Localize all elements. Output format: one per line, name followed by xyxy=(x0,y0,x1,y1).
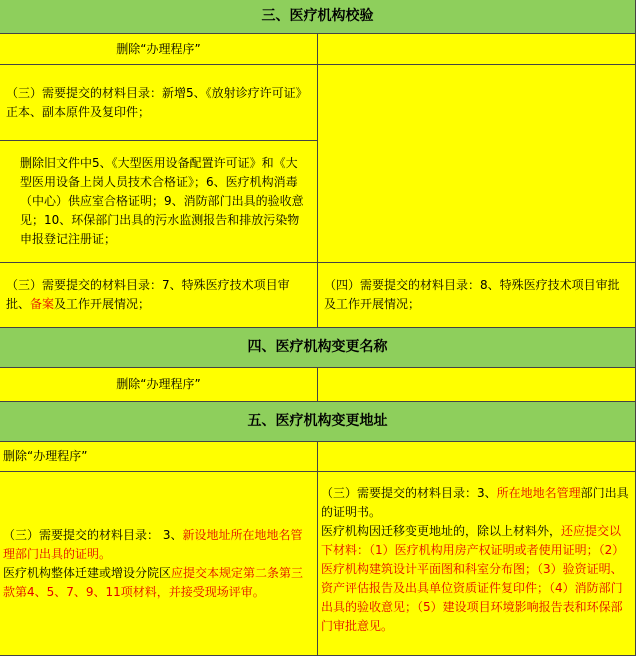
s4-empty-cell[interactable] xyxy=(318,368,636,402)
s5-right-materials-cell[interactable] xyxy=(318,472,636,656)
s3-empty-cell[interactable] xyxy=(318,34,636,65)
section-header-5 xyxy=(0,402,636,442)
materials-intro-text: （三）需要提交的材料目录：新增5、《放射诊疗许可证》正本、副本原件及复印件； xyxy=(6,85,308,119)
s4-delete-procedure-cell[interactable] xyxy=(0,368,318,402)
delete-procedure-text: 删除“办理程序” xyxy=(3,449,88,463)
s3-merged-empty-cell[interactable] xyxy=(318,65,636,263)
s3-delete-procedure-cell[interactable] xyxy=(0,34,318,65)
s3-deleted-old-cell[interactable] xyxy=(0,141,318,263)
deleted-old-text: 删除旧文件中5、《大型医用设备配置许可证》和《大型医用设备上岗人员技术合格证》；6、医疗机构消毒（中心）供应室合格证明；9、消防部门出具的验收意见；10、环保部门出具的污水监测报告和排放污染物申报登记注册证； xyxy=(20,156,304,246)
delete-procedure-text: 删除“办理程序” xyxy=(116,41,201,56)
section-title: 三、医疗机构校验 xyxy=(261,8,374,24)
right-materials-text: （四）需要提交的材料目录：8、特殊医疗技术项目审批及工作开展情况； xyxy=(324,278,620,311)
s5-empty-cell[interactable] xyxy=(318,442,636,472)
section-header-4 xyxy=(0,328,636,368)
delete-procedure-text: 删除“办理程序” xyxy=(116,377,201,391)
highlight-text: 备案 xyxy=(30,297,55,311)
s5-left-materials-cell[interactable] xyxy=(0,472,318,656)
right-materials-text: （三）需要提交的材料目录：3、所在地地名管理部门出具的证明书。 医疗机构因迁移变更地址的，除以上材料外，还应提交以下材料：（1）医疗机构用房产权证明或者使用证明；（2）医疗机构建筑设计平面图和科室分布图；（3）验资证明、资产评估报告及出具单位资质证件复印件；（4）消防部门出具的验收意见；（5）建设项目环境影响报告表和环保部门审批意见。 xyxy=(321,486,629,633)
left-materials-text: （三）需要提交的材料目录：7、特殊医疗技术项目审批、备案及工作开展情况； xyxy=(6,278,290,311)
s5-delete-procedure-cell[interactable] xyxy=(0,442,318,472)
s3-materials-intro-cell[interactable] xyxy=(0,65,318,141)
section-title: 四、医疗机构变更名称 xyxy=(247,339,388,355)
section-title: 五、医疗机构变更地址 xyxy=(247,413,388,429)
s3-left-materials-cell[interactable] xyxy=(0,263,318,328)
s3-right-materials-cell[interactable] xyxy=(318,263,636,328)
section-header-3 xyxy=(0,0,636,34)
left-materials-text: （三）需要提交的材料目录： 3、新设地址所在地地名管理部门出具的证明。 医疗机构整体迁建或增设分院区应提交本规定第二条第三款第4、5、7、9、11项材料，并接受现场评审。 xyxy=(3,527,304,599)
